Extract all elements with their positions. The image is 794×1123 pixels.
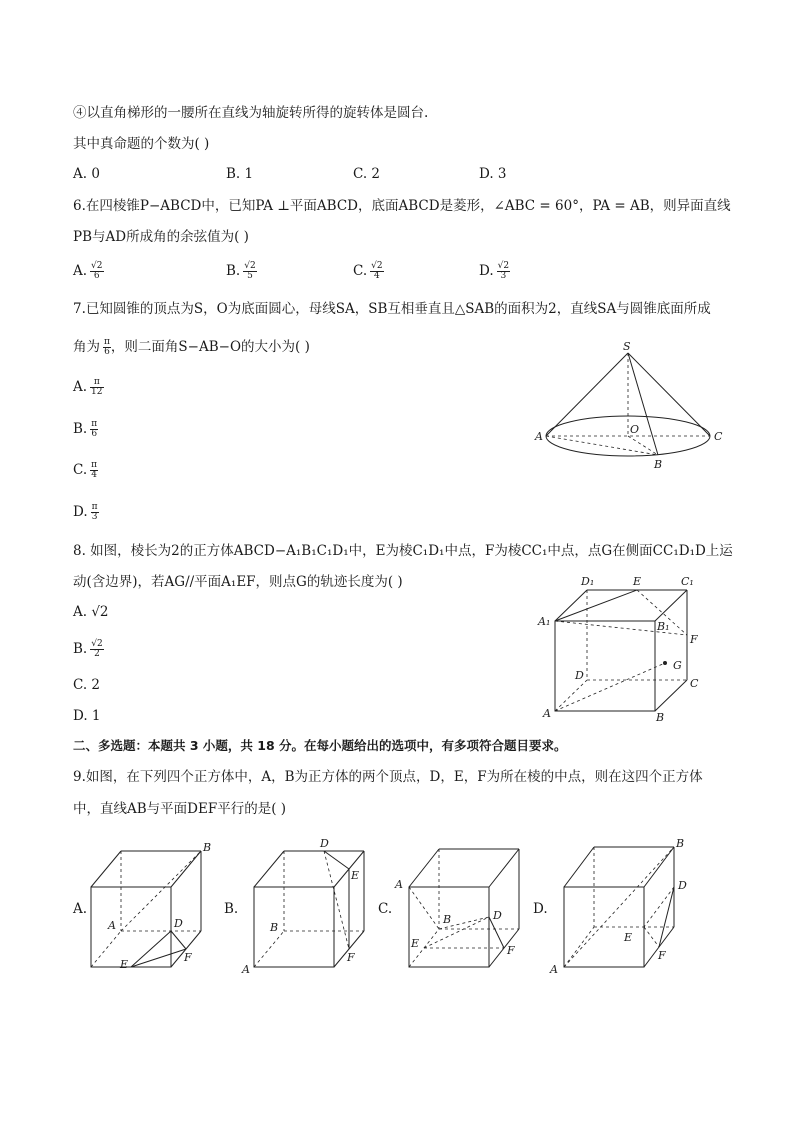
- q9d-label-b: B: [676, 837, 685, 850]
- q9d-label-f: F: [658, 949, 666, 962]
- q9d-label-a: A: [550, 963, 558, 975]
- q9-cube-a-figure: [88, 835, 218, 975]
- q9d-label-e: E: [624, 931, 633, 944]
- q6-options: [73, 262, 733, 280]
- q6-option-d[interactable]: D. $\frac{√2}{3}$: [479, 261, 510, 281]
- q9c-label-a: A: [395, 878, 403, 891]
- q7-option-d[interactable]: D. $\frac{\pi}{3}$: [73, 502, 98, 522]
- q7-label-a: A: [535, 430, 543, 443]
- q9c-label-d: D: [493, 909, 502, 922]
- q8-label-e: E: [633, 575, 642, 588]
- q7-stem-line2: 角为 $\frac{\pi}{6}$ ，则二面角S−AB−O的大小为( ): [73, 337, 310, 357]
- q5-option-c[interactable]: C. 2: [353, 166, 381, 182]
- q9-option-c[interactable]: C.: [378, 901, 393, 917]
- q5-item4: ④以直角梯形的一腰所在直线为轴旋转所得的旋转体是圆台.: [73, 105, 429, 121]
- q9b-label-b: B: [270, 921, 279, 934]
- q8-option-d[interactable]: D. 1: [73, 708, 101, 724]
- q8-label-a: A: [543, 707, 551, 720]
- q7-option-b[interactable]: B. $\frac{\pi}{6}$: [73, 419, 98, 439]
- q7-label-s: S: [623, 340, 631, 353]
- q8-label-f: F: [690, 633, 698, 646]
- q9a-label-b: B: [203, 841, 212, 854]
- q9-option-b[interactable]: B.: [224, 901, 239, 917]
- q8-label-a1: A₁: [538, 615, 551, 628]
- q7-label-c: C: [714, 430, 723, 443]
- q9-stem-line1: 9.如图，在下列四个正方体中，A，B为正方体的两个顶点，D，E，F为所在棱的中点，则在这四个正方体: [73, 769, 703, 785]
- q9b-label-d: D: [320, 837, 329, 850]
- q8-label-b1: B₁: [657, 620, 670, 633]
- q7-option-c[interactable]: C. $\frac{\pi}{4}$: [73, 460, 98, 480]
- q8-option-a[interactable]: A. √2: [73, 604, 109, 620]
- q5-option-b[interactable]: B. 1: [226, 166, 254, 182]
- q8-label-b: B: [656, 711, 665, 723]
- q8-stem-line2: 动(含边界)，若AG//平面A₁EF，则点G的轨迹长度为( ): [73, 574, 403, 590]
- q6-stem-line1: 6.在四棱锥P−ABCD中，已知PA ⊥平面ABCD，底面ABCD是菱形，∠ABC = 60°，PA = AB，则异面直线: [73, 198, 731, 214]
- q7-label-b: B: [654, 458, 663, 471]
- q9a-label-e: E: [120, 958, 129, 971]
- q8-option-c[interactable]: C. 2: [73, 677, 101, 693]
- q9a-label-f: F: [184, 951, 192, 964]
- q7-label-o: O: [630, 423, 640, 436]
- q7-option-a[interactable]: A. $\frac{\pi}{12}$: [73, 377, 103, 397]
- q9c-label-e: E: [411, 937, 420, 950]
- q9a-label-a: A: [108, 919, 116, 932]
- q9b-label-e: E: [351, 869, 360, 882]
- q9-stem-line2: 中，直线AB与平面DEF平行的是( ): [73, 801, 287, 817]
- q8-stem-line1: 8. 如图，棱长为2的正方体ABCD−A₁B₁C₁D₁中，E为棱C₁D₁中点，F为棱CC₁中点，点G在侧面CC₁D₁D上运: [73, 543, 733, 559]
- q6-stem-line2: PB与AD所成角的余弦值为( ): [73, 229, 249, 245]
- q8-cube-figure: [535, 573, 710, 723]
- q8-option-b[interactable]: B. $\frac{√2}{2}$: [73, 639, 103, 659]
- q6-option-a[interactable]: A. $\frac{√2}{6}$: [73, 261, 103, 281]
- q6-option-b[interactable]: B. $\frac{√2}{5}$: [226, 261, 256, 281]
- q9d-label-d: D: [678, 879, 687, 892]
- q9b-label-f: F: [347, 951, 355, 964]
- q8-label-c: C: [690, 677, 699, 690]
- q5-option-a[interactable]: A. 0: [73, 166, 100, 182]
- q9b-label-a: A: [242, 963, 250, 975]
- q7-cone-figure: [530, 338, 730, 473]
- q9c-label-f: F: [507, 944, 515, 957]
- q8-label-d1: D₁: [581, 575, 595, 588]
- q9-option-d[interactable]: D.: [533, 901, 548, 917]
- q9a-label-d: D: [174, 917, 183, 930]
- q5-ask: 其中真命题的个数为( ): [73, 136, 210, 152]
- q6-option-c[interactable]: C. $\frac{√2}{4}$: [353, 261, 383, 281]
- section-heading-multi-choice: 二、多选题：本题共 3 小题，共 18 分。在每小题给出的选项中，有多项符合题目要求。: [73, 738, 567, 753]
- q8-label-d: D: [575, 669, 584, 682]
- q9-cube-d-figure: [548, 835, 698, 975]
- q5-options: [73, 165, 733, 183]
- q8-label-g: G: [673, 659, 682, 672]
- q7-stem-line1: 7.已知圆锥的顶点为S，O为底面圆心，母线SA，SB互相垂直且△SAB的面积为2，直线SA与圆锥底面所成: [73, 301, 711, 317]
- q8-label-c1: C₁: [681, 575, 694, 588]
- q9-cube-b-figure: [240, 835, 370, 975]
- q9c-label-b: B: [443, 913, 452, 926]
- q9-cube-c-figure: [393, 835, 523, 975]
- q9-option-a[interactable]: A.: [73, 901, 88, 917]
- q5-option-d[interactable]: D. 3: [479, 166, 507, 182]
